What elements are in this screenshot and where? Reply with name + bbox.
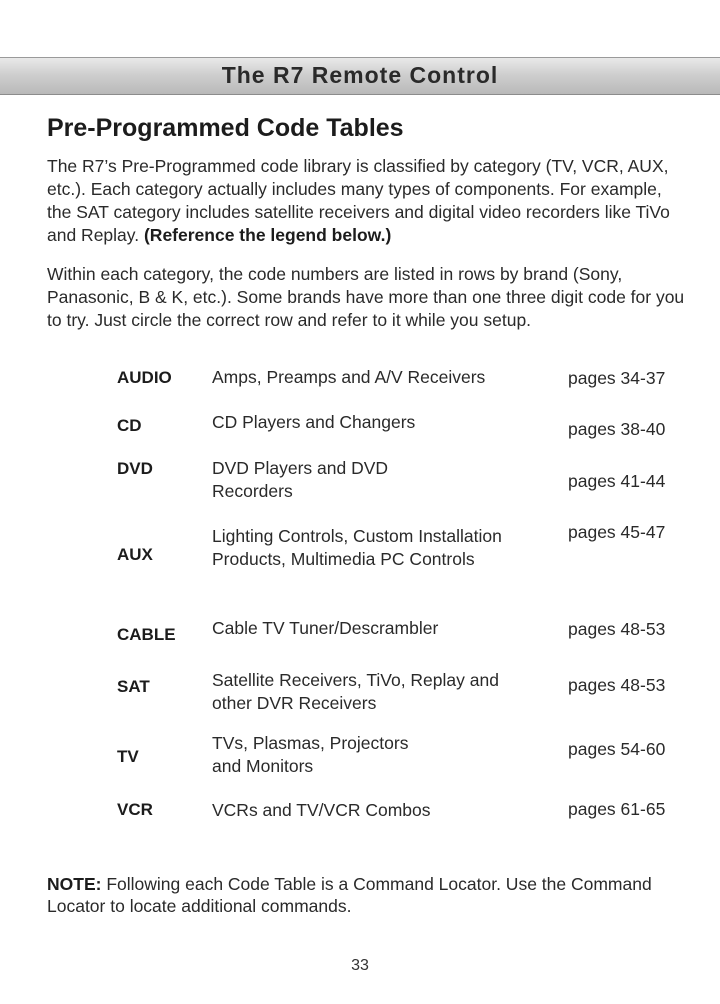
category-description: CD Players and Changers [212,412,416,432]
intro-paragraph-text: The R7’s Pre-Programmed code library is classified by category (TV, VCR, AUX, etc.). Each category actually includes many types of components. For example, the SAT category includes satellite receivers and digital video recorders like TiVo and Replay. [47,156,670,245]
category-description: DVD Players and DVD Recorders [212,458,389,501]
category-description: Cable TV Tuner/Descrambler [212,618,439,638]
section-title: Pre-Programmed Code Tables [47,114,404,142]
category-code: TV [117,747,139,766]
page-number: 33 [351,957,369,974]
category-code: CD [117,416,142,435]
note-paragraph [47,873,687,917]
category-pages: pages 38-40 [568,419,666,439]
category-code: AUX [117,545,153,564]
category-description: TVs, Plasmas, Projectors and Monitors [212,733,409,776]
category-description: Lighting Controls, Custom Installation Products, Multimedia PC Controls [212,526,502,569]
category-code: CABLE [117,625,176,644]
category-code: VCR [117,800,153,819]
category-pages: pages 48-53 [568,675,666,695]
page-header-title: The R7 Remote Control [221,62,499,88]
category-pages: pages 61-65 [568,799,666,819]
category-pages: pages 54-60 [568,739,666,759]
category-pages: pages 45-47 [568,522,666,542]
legend-reference: (Reference the legend below.) [143,225,392,245]
note-label: NOTE: [47,874,102,894]
category-description: VCRs and TV/VCR Combos [212,800,431,820]
intro-paragraph [47,155,687,247]
note-text: Following each Code Table is a Command Locator. Use the Command Locator to locate additional commands. [47,874,652,916]
category-pages: pages 34-37 [568,368,666,388]
category-code: DVD [117,459,153,478]
category-code: SAT [117,677,150,696]
category-code: AUDIO [117,368,172,387]
category-description: Satellite Receivers, TiVo, Replay and other DVR Receivers [212,670,499,713]
category-pages: pages 48-53 [568,619,666,639]
category-pages: pages 41-44 [568,471,666,491]
category-description: Amps, Preamps and A/V Receivers [212,367,486,387]
brand-paragraph: Within each category, the code numbers are listed in rows by brand (Sony, Panasonic, B & K, etc.). Some brands have more than one three digit code for you to try. Just circle the correct row and refer to it while you setup. [47,264,685,330]
